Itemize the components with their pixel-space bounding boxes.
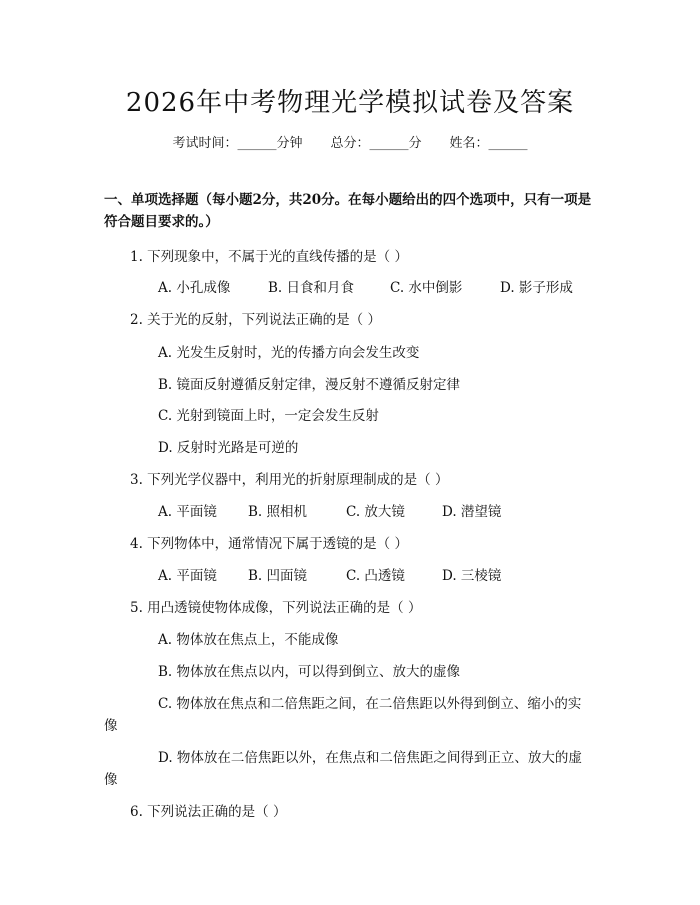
question-stem: 3. 下列光学仪器中，利用光的折射原理制成的是（ ） (130, 472, 449, 488)
option: C. 光射到镜面上时，一定会发生反射 (158, 408, 379, 424)
option: D. 潜望镜 (442, 504, 502, 520)
exam-meta (0, 132, 700, 151)
question-stem: 2. 关于光的反射，下列说法正确的是（ ） (130, 312, 381, 328)
option: B. 物体放在焦点以内，可以得到倒立、放大的虚像 (158, 664, 461, 680)
question-options (158, 276, 573, 296)
option: B. 照相机 (248, 504, 308, 520)
exam-name: 姓名：______ (449, 136, 528, 151)
exam-time: 考试时间：______分钟 (172, 136, 303, 151)
option: C. 水中倒影 (390, 280, 463, 296)
section-heading: 一、单项选择题（每小题2分，共20分。在每小题给出的四个选项中，只有一项是符合题目要求的。） (104, 192, 592, 230)
option: A. 小孔成像 (158, 280, 231, 296)
option: D. 三棱镜 (442, 568, 502, 584)
question-options (158, 500, 501, 520)
question-stem: 4. 下列物体中，通常情况下属于透镜的是（ ） (130, 536, 408, 552)
question-options (158, 564, 501, 584)
option: B. 凹面镜 (248, 568, 308, 584)
option: C. 凸透镜 (346, 568, 405, 584)
option: A. 平面镜 (158, 568, 217, 584)
exam-score: 总分：______分 (330, 136, 422, 151)
option: A. 光发生反射时，光的传播方向会发生改变 (158, 345, 420, 361)
question-stem: 1. 下列现象中，不属于光的直线传播的是（ ） (130, 249, 408, 265)
question-stem: 6. 下列说法正确的是（ ） (130, 804, 287, 820)
option: B. 镜面反射遵循反射定律，漫反射不遵循反射定律 (158, 377, 461, 393)
question-stem: 5. 用凸透镜使物体成像，下列说法正确的是（ ） (130, 600, 422, 616)
option: C. 放大镜 (346, 504, 405, 520)
option: B. 日食和月食 (268, 280, 355, 296)
option: D. 物体放在二倍焦距以外，在焦点和二倍焦距之间得到正立、放大的虚 (158, 750, 582, 766)
option-continuation: 像 (104, 718, 118, 734)
page-title: 2026年中考物理光学模拟试卷及答案 (125, 88, 575, 118)
option: C. 物体放在焦点和二倍焦距之间，在二倍焦距以外得到倒立、缩小的实 (158, 696, 582, 712)
option-continuation: 像 (104, 772, 118, 788)
option: A. 平面镜 (158, 504, 217, 520)
option: D. 反射时光路是可逆的 (158, 440, 299, 456)
option: A. 物体放在焦点上，不能成像 (158, 632, 339, 648)
option: D. 影子形成 (500, 280, 573, 296)
